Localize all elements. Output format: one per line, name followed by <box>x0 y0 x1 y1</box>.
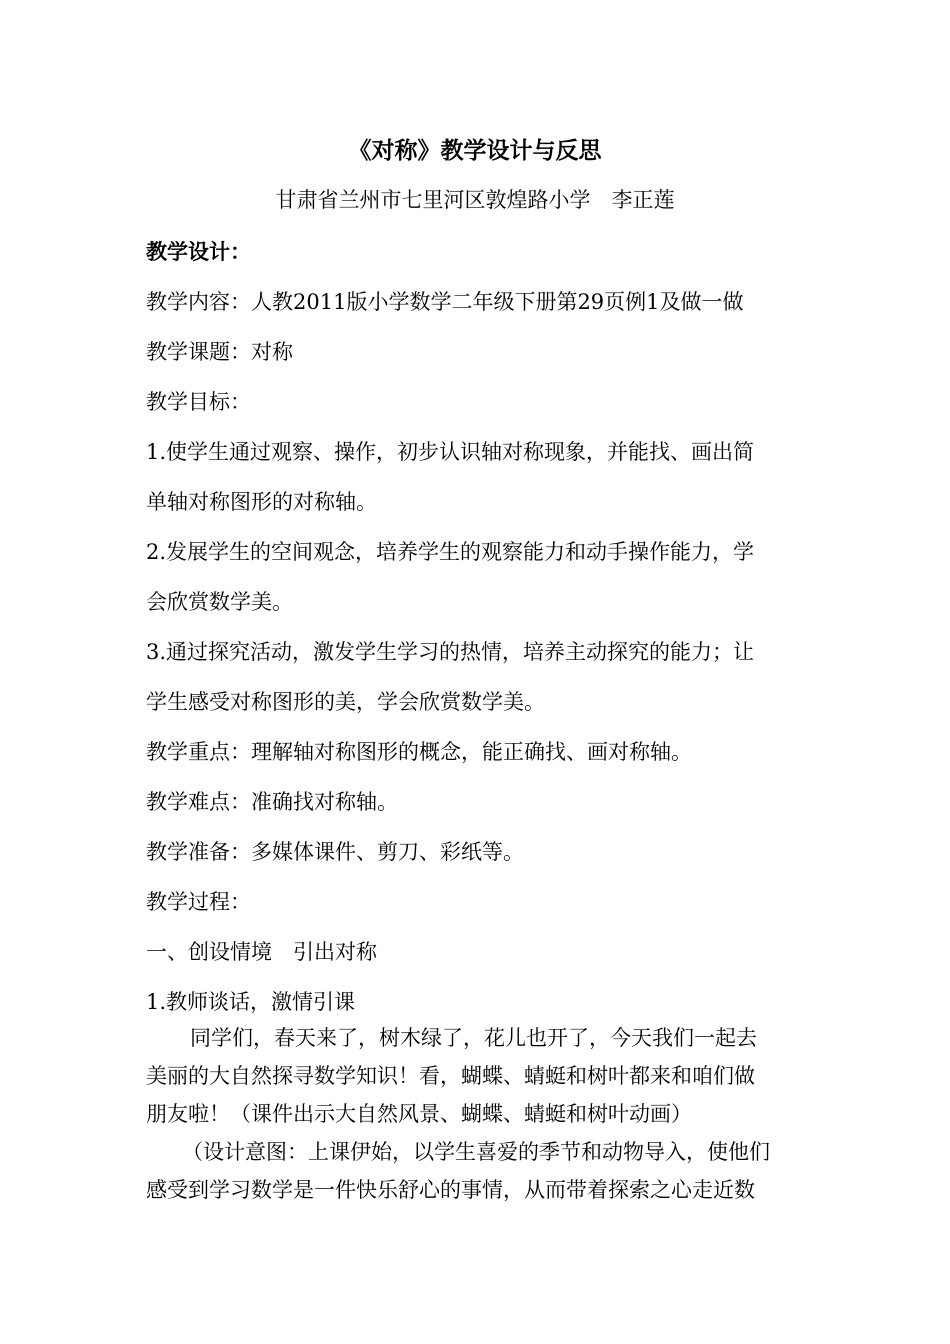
paragraph-1-line-2: 美丽的大自然探寻数学知识！看，蝴蝶、蜻蜓和树叶都来和咱们做 <box>146 1064 755 1088</box>
document-title: 《对称》教学设计与反思 <box>348 137 602 164</box>
goal-1-line-1: 1.使学生通过观察、操作，初步认识轴对称现象，并能找、画出简 <box>146 440 755 464</box>
paragraph-1-line-1: 同学们，春天来了，树木绿了，花儿也开了，今天我们一起去 <box>190 1026 757 1050</box>
process-label: 教学过程： <box>146 890 251 914</box>
goal-2-line-1: 2.发展学生的空间观念，培养学生的观察能力和动手操作能力，学 <box>146 540 755 564</box>
preparation: 教学准备：多媒体课件、剪刀、彩纸等。 <box>146 840 524 864</box>
teaching-content: 教学内容：人教2011版小学数学二年级下册第29页例1及做一做 <box>146 290 744 314</box>
step-1-subheading: 1.教师谈话，激情引课 <box>146 990 356 1014</box>
step-1-heading: 一、创设情境 引出对称 <box>146 940 377 964</box>
teaching-topic: 教学课题：对称 <box>146 340 293 364</box>
paragraph-1-line-3: 朋友啦！（课件出示大自然风景、蝴蝶、蜻蜓和树叶动画） <box>146 1102 692 1126</box>
goal-3-line-2: 学生感受对称图形的美，学会欣赏数学美。 <box>146 690 545 714</box>
section-heading: 教学设计： <box>146 239 251 264</box>
goals-label: 教学目标： <box>146 390 251 414</box>
difficulty: 教学难点：准确找对称轴。 <box>146 790 398 814</box>
goal-2-line-2: 会欣赏数学美。 <box>146 590 293 614</box>
goal-3-line-1: 3.通过探究活动，激发学生学习的热情，培养主动探究的能力；让 <box>146 640 755 664</box>
author-line: 甘肃省兰州市七里河区敦煌路小学 李正莲 <box>275 188 675 212</box>
goal-1-line-2: 单轴对称图形的对称轴。 <box>146 490 377 514</box>
paragraph-2-line-1: （设计意图：上课伊始，以学生喜爱的季节和动物导入，使他们 <box>182 1140 770 1164</box>
key-point: 教学重点：理解轴对称图形的概念，能正确找、画对称轴。 <box>146 740 692 764</box>
paragraph-2-line-2: 感受到学习数学是一件快乐舒心的事情，从而带着探索之心走近数 <box>146 1178 755 1202</box>
